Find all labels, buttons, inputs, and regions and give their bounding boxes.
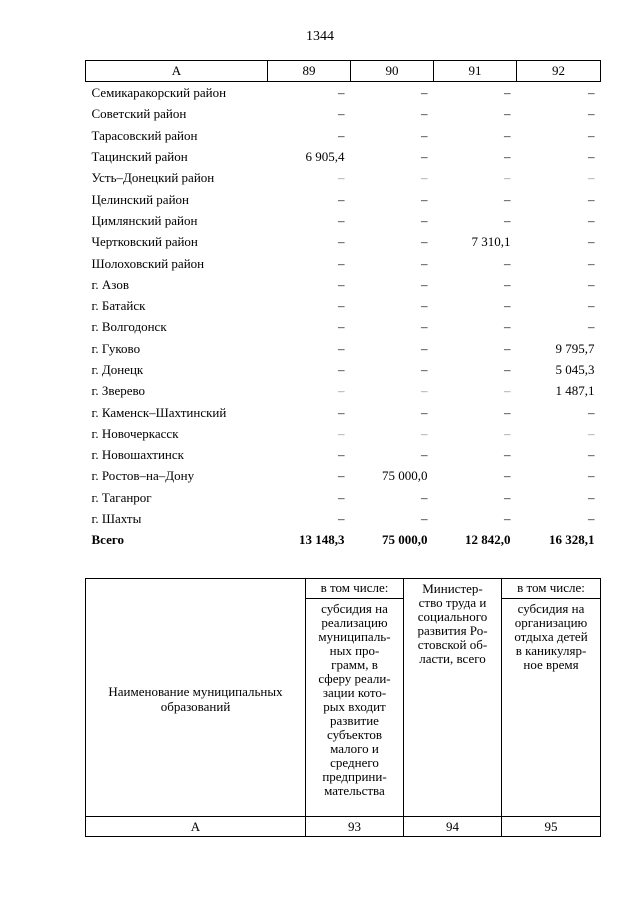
continuation-table-header [85,578,601,837]
table-row [86,167,601,188]
value-col-90: – [421,425,428,441]
value-col-92: – [588,234,595,250]
value-col-92: – [588,212,595,228]
table-row [86,82,601,104]
value-col-90: – [421,191,428,207]
table-row [86,423,601,444]
value-col-89: – [338,255,345,271]
value-col-90: – [421,319,428,335]
municipality-name: г. Ростов–на–Дону [91,468,195,484]
value-col-91: – [504,425,511,441]
value-col-89: – [338,425,345,441]
municipality-name: Шолоховский район [91,255,205,271]
value-col-91: – [504,468,511,484]
footer-col-95: 95 [502,817,601,837]
value-col-91: – [504,212,511,228]
value-col-92: – [588,298,595,314]
table-row [86,274,601,295]
value-col-90: – [421,340,428,356]
value-col-90: – [421,234,428,250]
value-col-89: – [338,489,345,505]
total-row [86,529,601,550]
value-col-89: – [338,319,345,335]
table-row [86,444,601,465]
value-col-89: – [338,234,345,250]
value-col-90: – [421,170,428,186]
value-col-92: – [588,255,595,271]
value-col-92: 5 045,3 [555,362,595,377]
table-row [86,380,601,401]
page-number: 1344 [306,29,334,44]
value-col-92: – [588,447,595,463]
municipality-name: г. Гуково [91,340,141,356]
col93-subsidy-label: субсидия на реализацию муниципаль- ных про- грамм, в сферу реали- зации кото- рых входит развитие субъектов малого и среднего предприни- мательства [306,599,404,817]
value-col-91: – [504,149,511,165]
value-col-92: – [588,468,595,484]
municipality-name: Тацинский район [91,149,188,165]
value-col-91: 12 842,0 [465,532,511,548]
value-col-90: – [421,362,428,377]
table-row [86,465,601,486]
municipality-name: г. Шахты [91,511,142,527]
value-col-89: – [338,340,345,356]
table-row [86,487,601,508]
value-col-90: – [421,298,428,314]
table-row [86,401,601,422]
value-col-90: – [421,489,428,505]
value-col-91: – [504,404,511,420]
table-row [86,231,601,252]
value-col-89: – [338,85,345,101]
value-col-91: – [504,511,511,527]
value-col-90: 75 000,0 [382,468,428,484]
value-col-92: – [588,106,595,122]
municipality-name: г. Каменск–Шахтинский [91,404,227,420]
value-col-90: – [421,404,428,420]
value-col-92: – [588,170,595,186]
municipality-name: г. Таганрог [91,489,152,505]
value-col-91: – [504,255,511,271]
municipality-name: г. Донецк [91,362,144,377]
value-col-91: – [504,383,511,399]
value-col-90: – [421,212,428,228]
value-col-89: – [338,191,345,207]
footer-col-a: А [86,817,306,837]
table-row [86,252,601,273]
municipality-name: г. Батайск [91,298,146,314]
value-col-92: – [588,404,595,420]
column-number-row [86,817,601,837]
value-col-89: – [338,106,345,122]
value-col-92: 9 795,7 [555,340,595,356]
value-col-91: – [504,170,511,186]
value-col-92: – [588,425,595,441]
municipality-name: Цимлянский район [91,212,198,228]
value-col-92: – [588,489,595,505]
value-col-91: – [504,85,511,101]
table-row [86,188,601,209]
value-col-89: – [338,276,345,292]
municipal-units-title: Наименование муниципальных образований [86,579,306,817]
value-col-90: – [421,276,428,292]
col93-including-label: в том числе: [306,579,404,599]
value-col-89: – [338,383,345,399]
value-col-92: – [588,149,595,165]
value-col-89: – [338,511,345,527]
value-col-90: – [421,85,428,101]
value-col-90: – [421,447,428,463]
municipality-name: г. Новошахтинск [91,447,184,463]
value-col-91: – [504,298,511,314]
value-col-92: – [588,127,595,143]
col94-ministry-label: Министер- ство труда и социального развития Ро- стовской об- ласти, всего [404,579,502,817]
value-col-91: 7 310,1 [471,234,511,250]
municipality-name: Усть–Донецкий район [91,170,215,186]
value-col-89: – [338,447,345,463]
municipality-name: Советский район [91,106,187,122]
value-col-89: – [338,212,345,228]
value-col-92: 1 487,1 [555,383,595,399]
value-col-89: 6 905,4 [305,149,345,165]
value-col-92: – [588,85,595,101]
header-col-92: 92 [517,61,601,82]
value-col-90: – [421,106,428,122]
value-col-90: – [421,383,428,399]
value-col-91: – [504,447,511,463]
table-header-row [86,61,601,82]
header-col-91: 91 [434,61,517,82]
value-col-90: 75 000,0 [382,532,428,548]
value-col-91: – [504,489,511,505]
value-col-91: – [504,106,511,122]
table-row [86,295,601,316]
municipality-name: г. Зверево [91,383,146,399]
value-col-91: – [504,127,511,143]
value-col-90: – [421,511,428,527]
footer-col-94: 94 [404,817,502,837]
value-col-92: – [588,319,595,335]
value-col-91: – [504,276,511,292]
municipality-name: Семикаракорский район [91,85,227,101]
municipality-name: г. Азов [91,276,129,292]
footer-col-93: 93 [306,817,404,837]
value-col-91: – [504,191,511,207]
value-col-92: – [588,511,595,527]
value-col-92: – [588,191,595,207]
table-row [86,359,601,380]
value-col-89: – [338,362,345,377]
table-row [86,508,601,529]
value-col-92: – [588,276,595,292]
allocation-table-columns-89-92 [85,60,601,551]
municipality-name: г. Новочеркасск [91,425,179,441]
value-col-90: – [421,149,428,165]
municipality-name: Чертковский район [91,234,198,250]
table-row [86,210,601,231]
table-body [86,82,601,551]
value-col-91: – [504,340,511,356]
value-col-91: – [504,319,511,335]
value-col-89: – [338,404,345,420]
header-col-89: 89 [268,61,351,82]
value-col-89: 13 148,3 [299,532,345,548]
value-col-89: – [338,468,345,484]
municipality-name: г. Волгодонск [91,319,167,335]
value-col-90: – [421,127,428,143]
col95-including-label: в том числе: [502,579,601,599]
value-col-90: – [421,255,428,271]
table-row [86,146,601,167]
table-row [86,103,601,124]
table-row [86,125,601,146]
value-col-92: 16 328,1 [549,532,595,548]
table-row [86,338,601,359]
table-row [86,316,601,337]
header-col-90: 90 [351,61,434,82]
header-col-a: А [86,61,268,82]
value-col-89: – [338,298,345,314]
col95-subsidy-label: субсидия на организацию отдыха детей в каникуляр- ное время [502,599,601,817]
municipality-name: Целинский район [91,191,189,207]
value-col-89: – [338,170,345,186]
total-label: Всего [91,532,124,548]
municipality-name: Тарасовский район [91,127,198,143]
value-col-91: – [504,362,511,377]
value-col-89: – [338,127,345,143]
